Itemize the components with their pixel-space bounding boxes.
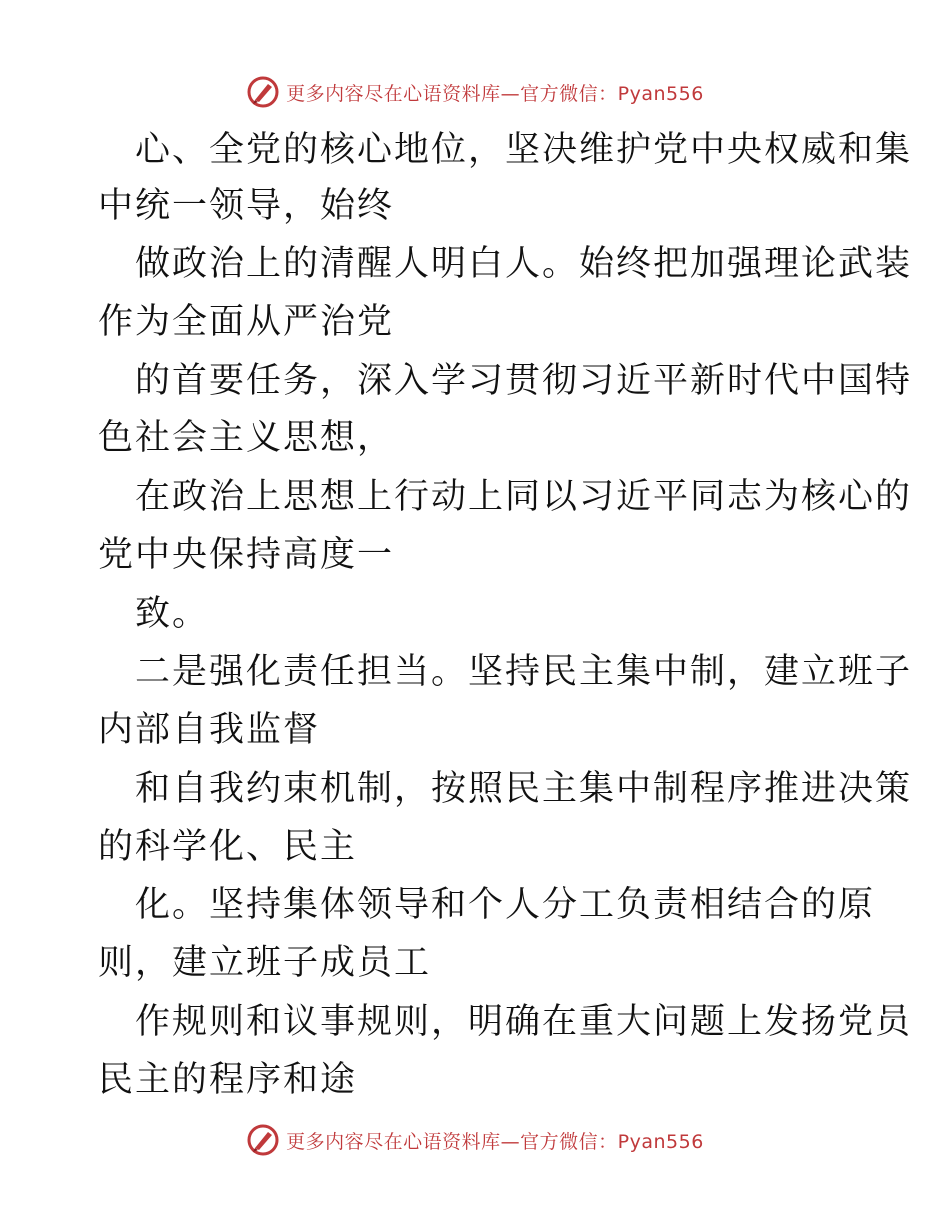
text-line: 二是强化责任担当。坚持民主集中制，建立班子 [135, 652, 913, 692]
text-line: 化。坚持集体领导和个人分工负责相结合的原 [135, 885, 876, 925]
pen-logo-icon [246, 75, 280, 109]
text-line: 的首要任务，深入学习贯彻习近平新时代中国特 [135, 361, 913, 401]
text-line: 民主的程序和途 [98, 1060, 358, 1100]
header-banner [0, 72, 950, 112]
footer-banner-text: 更多内容尽在心语资料库—官方微信：Pyan556 [286, 1130, 704, 1153]
pen-logo-icon [246, 1123, 280, 1157]
text-line: 党中央保持高度一 [98, 535, 395, 575]
text-line: 内部自我监督 [98, 710, 321, 750]
text-line: 则，建立班子成员工 [98, 943, 432, 983]
footer-banner [0, 1120, 950, 1160]
header-banner-text: 更多内容尽在心语资料库—官方微信：Pyan556 [286, 82, 704, 105]
text-line: 致。 [135, 594, 210, 634]
text-line: 色社会主义思想， [98, 418, 395, 458]
text-line: 在政治上思想上行动上同以习近平同志为核心的 [135, 477, 913, 517]
text-line: 作为全面从严治党 [98, 302, 395, 342]
text-line: 作规则和议事规则，明确在重大问题上发扬党员 [135, 1002, 913, 1042]
text-line: 和自我约束机制，按照民主集中制程序推进决策 [135, 769, 913, 809]
text-line: 心、全党的核心地位，坚决维护党中央权威和集 [135, 130, 913, 170]
text-line: 的科学化、民主 [98, 827, 358, 867]
text-line: 做政治上的清醒人明白人。始终把加强理论武装 [135, 244, 913, 284]
text-line: 中统一领导，始终 [98, 186, 395, 226]
